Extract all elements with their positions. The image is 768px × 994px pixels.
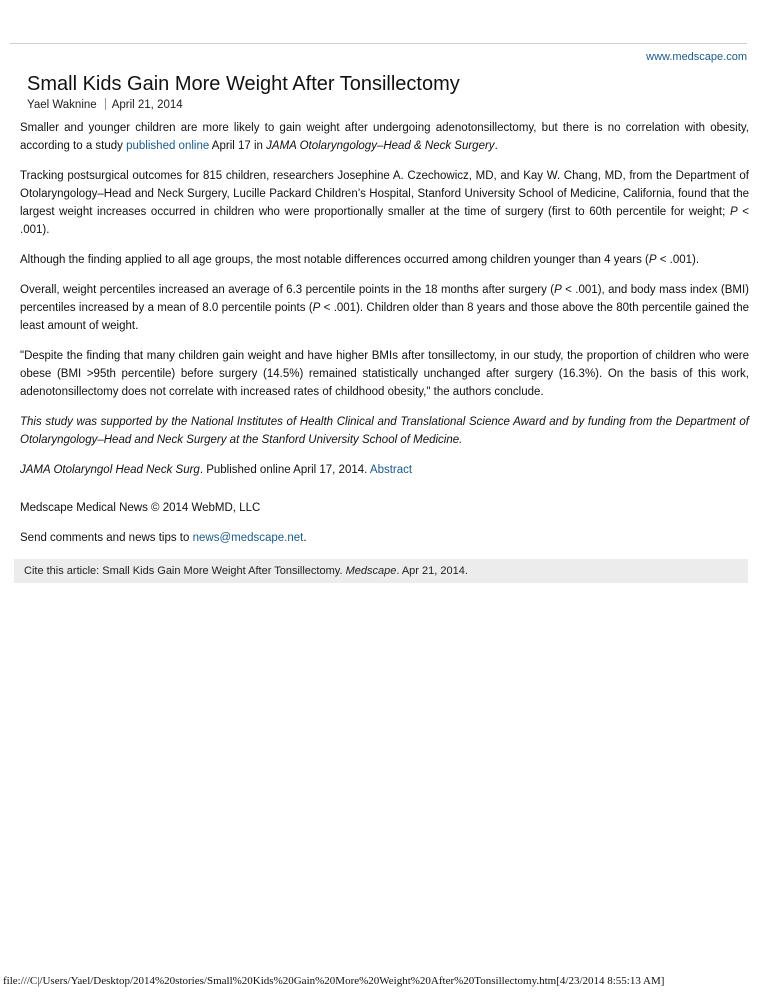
paragraph-2: Tracking postsurgical outcomes for 815 children, researchers Josephine A. Czechowicz, MD, and Kay W. Chang, MD, from the Department of Otolaryngology–Head and Neck Surgery, Lucille Packard Children’s Hospital, Stanford University School of Medicine, California, found that the largest weight increases occurred in children who were proportionally smaller at the time of surgery (first to 60th percentile for weight; P < .001).	[20, 170, 749, 236]
paragraph-5: "Despite the finding that many children gain weight and have higher BMIs after tonsillectomy, in our study, the proportion of children who were obese (BMI >95th percentile) before surgery (14.5%) remained statistically unchanged after surgery (16.3%). On the basis of this work, adenotonsillectomy does not correlate with increased rates of childhood obesity," the authors conclude.	[20, 350, 749, 398]
abstract-link[interactable]: Abstract	[369, 464, 413, 476]
paragraph-4: Overall, weight percentiles increased an average of 6.3 percentile points in the 18 months after surgery (P < .001), and body mass index (BMI) percentiles increased by a mean of 8.0 percentile points (P < .001). Children older than 8 years and those above the 80th percentile gained the least amount of weight.	[20, 284, 749, 332]
publish-date: April 21, 2014	[111, 99, 183, 111]
journal-name: JAMA Otolaryngology–Head & Neck Surgery	[266, 140, 495, 152]
print-file-path: file:///C|/Users/Yael/Desktop/2014%20stories/Small%20Kids%20Gain%20More%20Weight%20After%20Tonsillectomy.htm[4/23/2014 8:55:13 AM]	[3, 975, 665, 987]
email-link[interactable]: news@medscape.net	[192, 532, 304, 544]
byline	[27, 98, 183, 111]
copyright: Medscape Medical News © 2014 WebMD, LLC	[20, 502, 261, 514]
author-name: Yael Waknine	[27, 99, 97, 111]
article-title: Small Kids Gain More Weight After Tonsillectomy	[27, 73, 460, 95]
article-body	[20, 119, 749, 583]
paragraph-1: Smaller and younger children are more likely to gain weight after undergoing adenotonsillectomy, but there is no correlation with obesity, according to a study published online April 17 in JAMA Otolaryngology–Head & Neck Surgery.	[20, 122, 749, 152]
paragraph-3: Although the finding applied to all age groups, the most notable differences occurred among children younger than 4 years (P < .001).	[20, 254, 700, 266]
header-rule	[10, 43, 747, 44]
cite-box: Cite this article: Small Kids Gain More Weight After Tonsillectomy. Medscape. Apr 21, 2014.	[14, 559, 748, 583]
published-online-link[interactable]: published online	[126, 140, 210, 152]
journal-citation: JAMA Otolaryngol Head Neck Surg. Published online April 17, 2014. Abstract	[20, 464, 413, 476]
send-tips: Send comments and news tips to news@medscape.net.	[20, 532, 307, 544]
byline-divider	[105, 98, 106, 110]
funding-statement: This study was supported by the National Institutes of Health Clinical and Translational Science Award and by funding from the Department of Otolaryngology–Head and Neck Surgery at the Stanford University School of Medicine.	[20, 416, 749, 446]
site-link[interactable]: www.medscape.com	[646, 51, 747, 63]
